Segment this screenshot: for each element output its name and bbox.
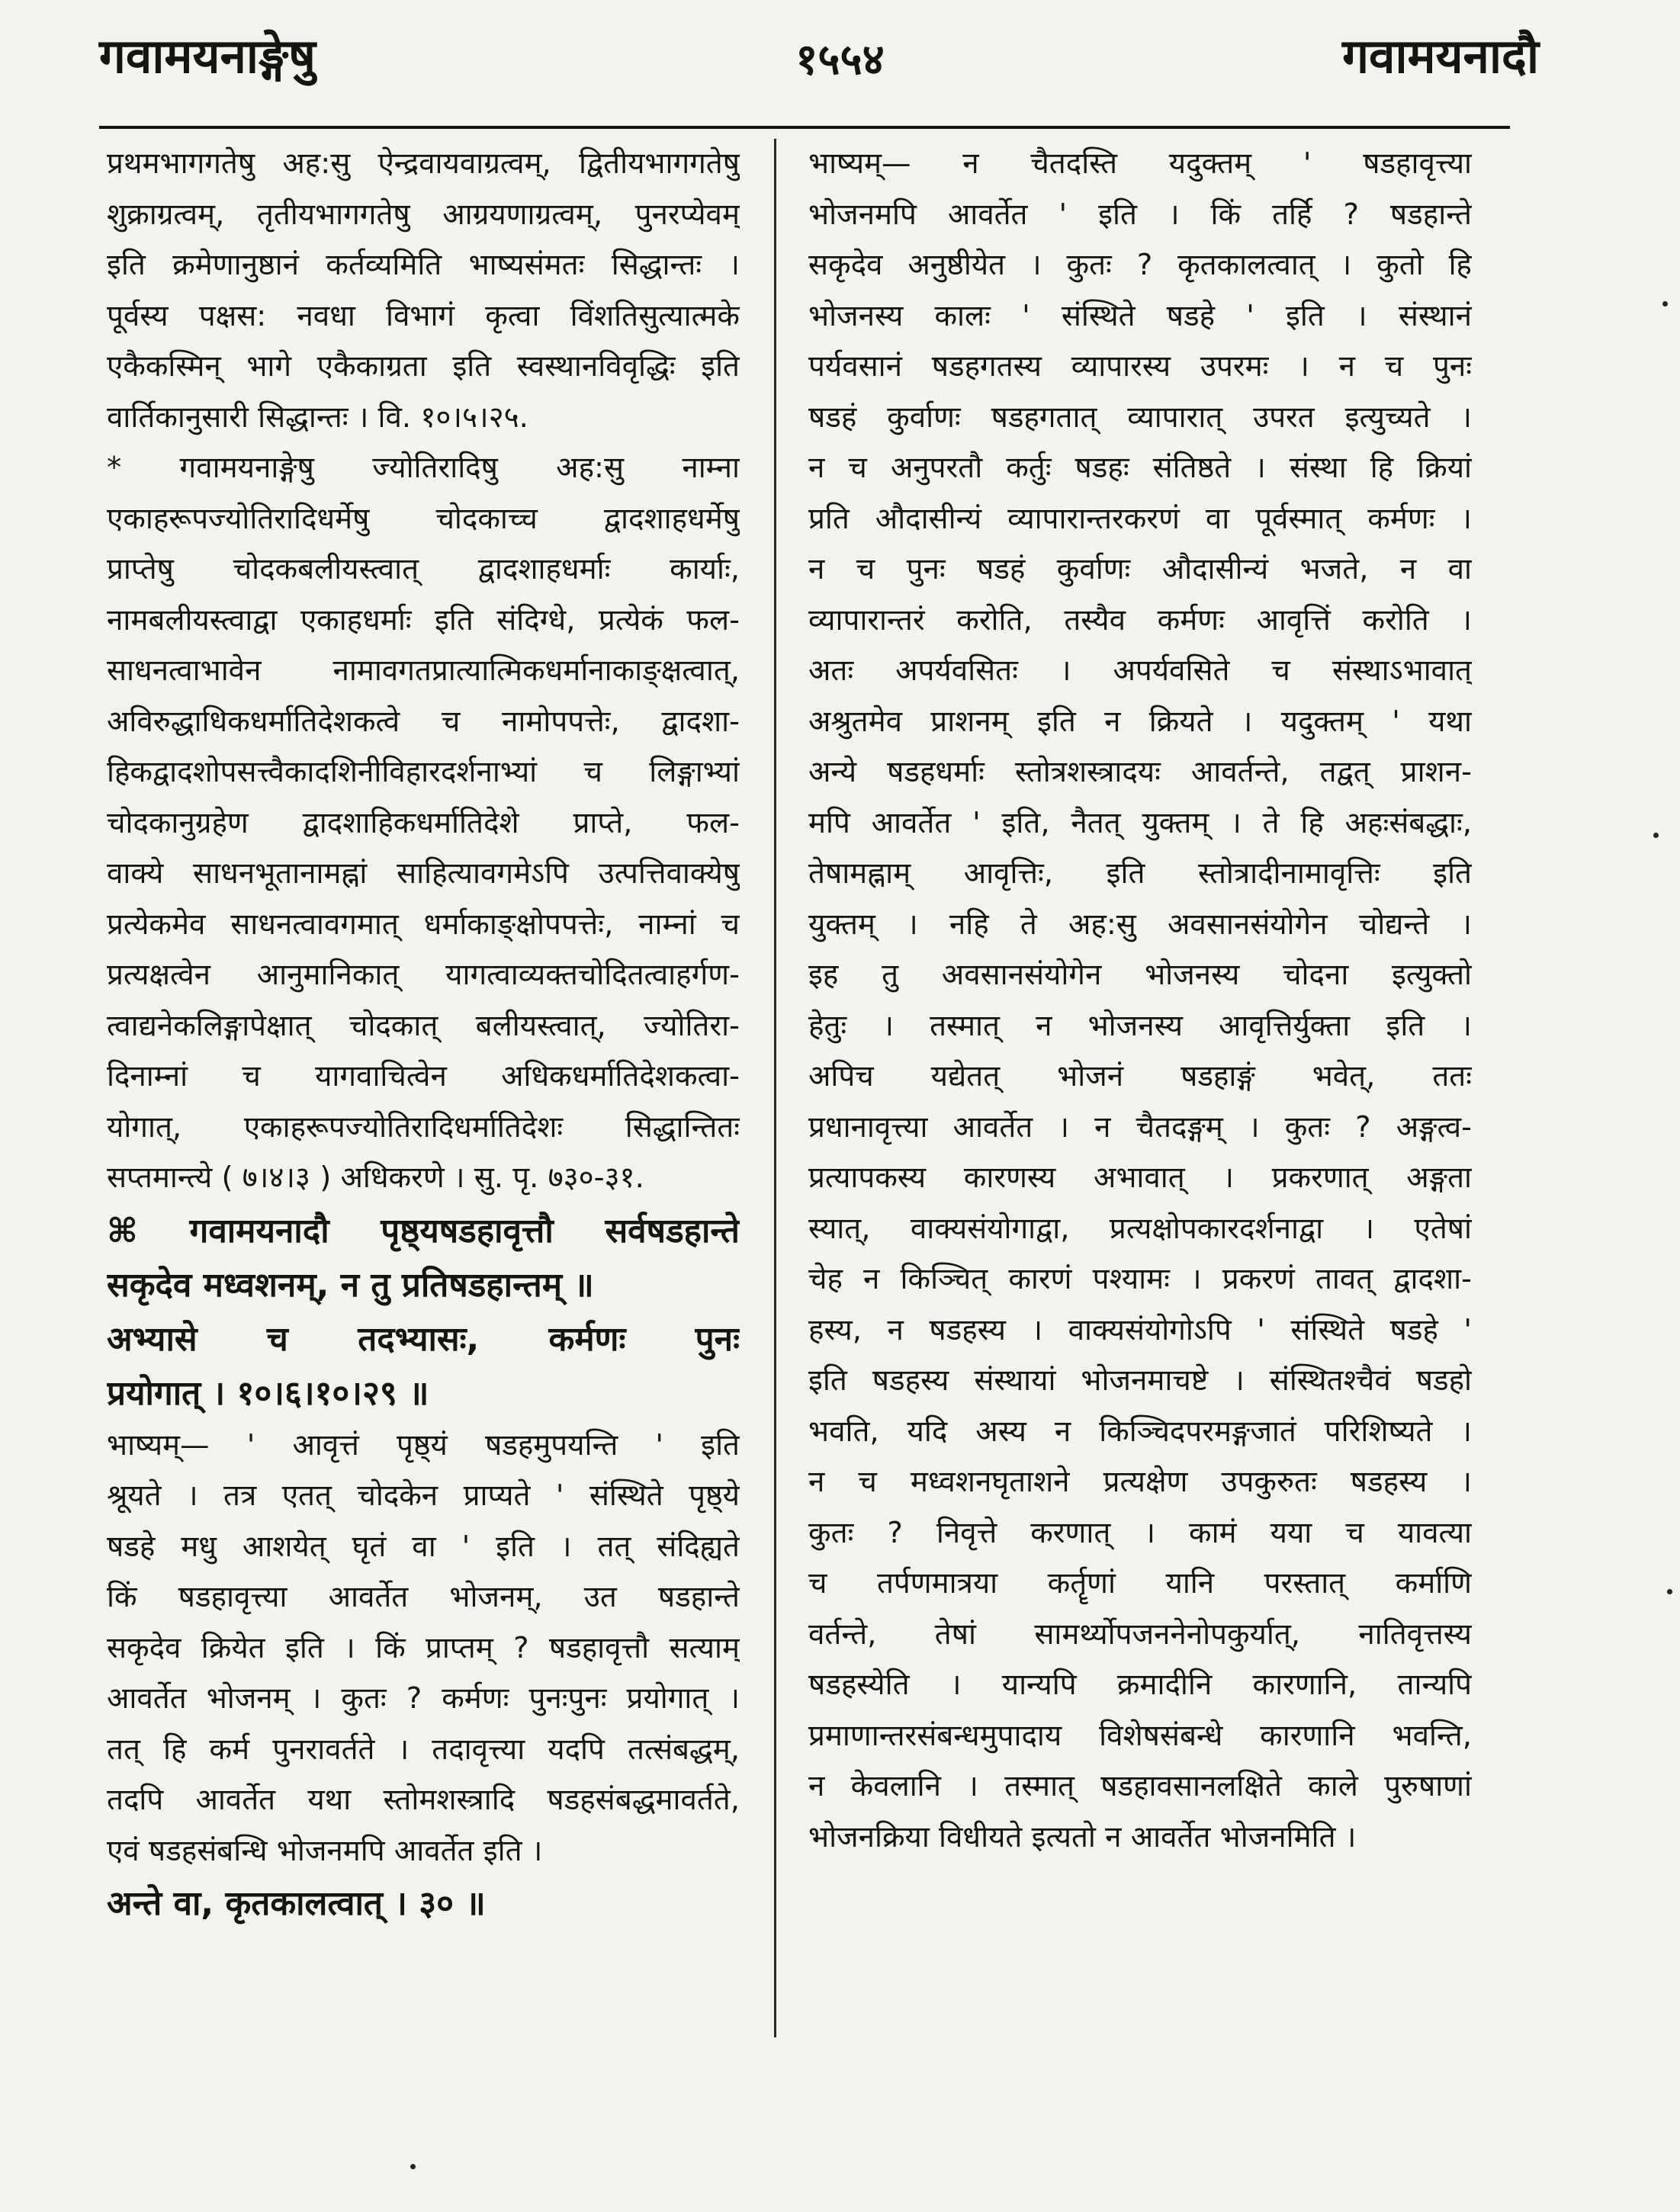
text-line: न च अनुपरतौ कर्तुः षडहः संतिष्ठते । संस्था हि क्रियां <box>808 451 1472 485</box>
right-paragraphs <box>808 139 1472 1863</box>
text-line: मपि आवर्तेत ' इति, नैतत् युक्तम् । ते हि अहःसंबद्धाः, <box>808 805 1472 840</box>
text-line: षडहं कुर्वाणः षडहगतात् व्यापारात् उपरत इत्युच्यते । <box>808 400 1472 435</box>
text-line: न केवलानि । तस्मात् षडहावसानलक्षिते काले पुरुषाणां <box>808 1769 1472 1803</box>
text-line: योगात्, एकाहरूपज्योतिरादिधर्मातिदेशः सिद्धान्तितः <box>107 1109 740 1145</box>
text-line: प्राप्तेषु चोदकबलीयस्त्वात् द्वादशाहधर्माः कार्याः, <box>107 552 740 586</box>
text-line: किं षडहावृत्त्या आवर्तेत भोजनम्, उत षडहान्ते <box>107 1580 740 1614</box>
margin-speck <box>1662 301 1668 307</box>
text-line: वार्तिकानुसारी सिद्धान्तः । वि. १०।५।२५. <box>107 400 528 435</box>
text-line: इति क्रमेणानुष्ठानं कर्तव्यमिति भाष्यसंमतः सिद्धान्तः । <box>107 248 740 282</box>
text-line: च तर्पणमात्रया कर्तॄणां यानि परस्तात् कर्माणि <box>808 1566 1472 1600</box>
text-line: इह तु अवसानसंयोगेन भोजनस्य चोदना इत्युक्तो <box>808 958 1472 992</box>
text-line: एकैकस्मिन् भागे एकैकाग्रता इति स्वस्थानविवृद्धिः इति <box>107 349 740 384</box>
text-line: एकाहरूपज्योतिरादिधर्मेषु चोदकाच्च द्वादशाहधर्मेषु <box>107 501 740 536</box>
text-line: चेह न किञ्चित् कारणं पश्यामः । प्रकरणं तावत् द्वादशा- <box>808 1262 1472 1296</box>
margin-speck <box>410 2164 416 2169</box>
text-line: हिकद्वादशोपसत्त्वैकादशिनीविहारदर्शनाभ्यां च लिङ्गाभ्यां <box>107 755 740 789</box>
text-line: षडहस्येति । यान्यपि क्रमादीनि कारणानि, तान्यपि <box>808 1668 1472 1702</box>
text-line: श्रूयते । तत्र एतत् चोदकेन प्राप्यते ' संस्थिते पृष्ठ्ये <box>107 1478 740 1513</box>
running-header-right: गवामयनादौ <box>1342 28 1539 84</box>
text-line: अतः अपर्यवसितः । अपर्यवसिते च संस्थाऽभावात् <box>808 653 1472 688</box>
sutra-1-line-2: प्रयोगात् । १०।६।१०।२९ ॥ <box>107 1373 429 1413</box>
text-line: न च मध्वशनघृताशने प्रत्यक्षेण उपकुरुतः षडहस्य । <box>808 1465 1472 1499</box>
text-line: वर्तन्ते, तेषां सामर्थ्योपजननेनोपकुर्यात्, नातिवृत्तस्य <box>808 1616 1472 1652</box>
text-line: पूर्वस्य पक्षस: नवधा विभागं कृत्वा विंशतिसुत्यात्मके <box>107 298 740 333</box>
text-line: प्रमाणान्तरसंबन्धमुपादाय विशेषसंबन्धे कारणानि भवन्ति, <box>808 1718 1472 1753</box>
text-line: भोजनमपि आवर्तेत ' इति । किं तर्हि ? षडहान्ते <box>808 197 1472 232</box>
column-divider <box>774 139 776 2037</box>
text-line: तदपि आवर्तेत यथा स्तोमशस्त्रादि षडहसंबद्धमावर्तते, <box>107 1783 740 1817</box>
text-line: प्रत्येकमेव साधनत्वावगमात् धर्माकाङ्क्षोपपत्तेः, नाम्नां च <box>107 907 740 942</box>
text-line: स्यात्, वाक्यसंयोगाद्वा, प्रत्यक्षोपकारदर्शनाद्वा । एतेषां <box>808 1211 1472 1246</box>
left-bhashya <box>107 1421 740 1877</box>
text-line: सप्तमान्त्ये ( ७।४।३ ) अधिकरणे । सु. पृ. ७३०-३१. <box>107 1161 644 1195</box>
text-line: अपिच यद्येतत् भोजनं षडहाङ्गं भवेत्, ततः <box>808 1059 1472 1093</box>
right-column <box>808 139 1472 1863</box>
text-line: कुतः ? निवृत्ते करणात् । कामं यया च यावत्या <box>808 1515 1472 1550</box>
text-line: दिनाम्नां च यागवाचित्वेन अधिकधर्मातिदेशकत्वा- <box>107 1059 740 1093</box>
text-line: चोदकानुग्रहेण द्वादशाहिकधर्मातिदेशे प्राप्ते, फल- <box>107 805 740 840</box>
text-line: नामबलीयस्त्वाद्वा एकाहधर्माः इति संदिग्धे, प्रत्येकं फल- <box>107 602 740 637</box>
header-rule <box>99 126 1510 129</box>
sutra-1-line-1: अभ्यासे च तदभ्यासः, कर्मणः पुनः <box>107 1319 740 1359</box>
text-line: सकृदेव क्रियेत इति । किं प्राप्तम् ? षडहावृत्तौ सत्याम् <box>107 1630 740 1665</box>
text-line: भवति, यदि अस्य न किञ्चिदपरमङ्गजातं परिशिष्यते । <box>808 1414 1472 1449</box>
text-line: शुक्राग्रत्वम्, तृतीयभागगतेषु आग्रयणाग्रत्वम्, पुनरप्येवम् <box>107 197 740 232</box>
running-header-left: गवामयनाङ्गेषु <box>99 28 316 84</box>
text-line: प्रत्यापकस्य कारणस्य अभावात् । प्रकरणात् अङ्गता <box>808 1161 1472 1195</box>
text-line: हस्य, न षडहस्य । वाक्यसंयोगोऽपि ' संस्थिते षडहे ' <box>808 1312 1472 1347</box>
text-line: अश्रुतमेव प्राशनम् इति न क्रियते । यदुक्तम् ' यथा <box>808 704 1472 739</box>
left-paragraphs <box>107 139 740 1204</box>
text-line: वाक्ये साधनभूतानामह्नां साहित्यावगमेऽपि उत्पत्तिवाक्येषु <box>107 856 740 891</box>
text-line: पर्यवसानं षडहगतस्य व्यापारस्य उपरमः । न च पुनः <box>808 349 1472 384</box>
text-line: प्रधानावृत्त्या आवर्तेत । न चैतदङ्गम् । कुतः ? अङ्गत्व- <box>808 1109 1472 1145</box>
sutra-2: अन्ते वा, कृतकालत्वात् । ३० ॥ <box>107 1884 486 1923</box>
text-line: प्रति औदासीन्यं व्यापारान्तरकरणं वा पूर्वस्मात् कर्मणः । <box>808 501 1472 536</box>
text-line: न च पुनः षडहं कुर्वाणः औदासीन्यं भजते, न वा <box>808 552 1472 586</box>
text-line: * गवामयनाङ्गेषु ज्योतिरादिषु अह:सु नाम्ना <box>107 451 740 485</box>
text-line: आवर्तेत भोजनम् । कुतः ? कर्मणः पुनःपुनः प्रयोगात् । <box>107 1681 740 1716</box>
section-mark-icon: ⌘ <box>107 1211 190 1250</box>
text-line: षडहे मधु आशयेत् घृतं वा ' इति । तत् संदिह्यते <box>107 1529 740 1564</box>
text-line: भोजनस्य कालः ' संस्थिते षडहे ' इति । संस्थानं <box>808 298 1472 333</box>
text-line: त्वाद्यनेकलिङ्गापेक्षात् चोदकात् बलीयस्त्वात्, ज्योतिरा- <box>107 1008 740 1043</box>
margin-speck <box>1667 1589 1672 1594</box>
text-line: प्रत्यक्षत्वेन आनुमानिकात् यागत्वाव्यक्तचोदितत्वाहर्गण- <box>107 958 740 992</box>
text-line: भाष्यम्— ' आवृत्तं पृष्ठ्यं षडहमुपयन्ति ' इति <box>107 1427 740 1462</box>
text-line: हेतुः । तस्मात् न भोजनस्य आवृत्तिर्युक्ता इति । <box>808 1008 1472 1043</box>
text-line: अविरुद्धाधिकधर्मातिदेशकत्वे च नामोपपत्तेः, द्वादशा- <box>107 704 740 739</box>
text-line: इति षडहस्य संस्थायां भोजनमाचष्टे । संस्थितश्चैवं षडहो <box>808 1363 1472 1398</box>
text-line: एवं षडहसंबन्धि भोजनमपि आवर्तेत इति । <box>107 1833 543 1868</box>
heading-text-1: गवामयनादौ पृष्ठ्यषडहावृत्तौ सर्वषडहान्ते <box>189 1211 740 1250</box>
text-line: तेषामह्नाम् आवृत्तिः, इति स्तोत्रादीनामावृत्तिः इति <box>808 856 1472 891</box>
text-line: तत् हि कर्म पुनरावर्तते । तदावृत्त्या यदपि तत्संबद्धम्, <box>107 1732 740 1767</box>
text-line: व्यापारान्तरं करोति, तस्यैव कर्मणः आवृत्तिं करोति । <box>808 602 1472 637</box>
text-line: भाष्यम्— न चैतदस्ति यदुक्तम् ' षडहावृत्त्या <box>808 146 1472 181</box>
section-heading-line-2: सकृदेव मध्वशनम्, न तु प्रतिषडहान्तम् ॥ <box>107 1265 594 1305</box>
text-line: साधनत्वाभावेन नामावगतप्रात्यात्मिकधर्मानाकाङ्क्षत्वात्, <box>107 653 740 688</box>
page-number: १५५४ <box>795 35 885 85</box>
text-line: युक्तम् । नहि ते अह:सु अवसानसंयोगेन चोद्यन्ते । <box>808 907 1472 942</box>
text-line: अन्ये षडहधर्माः स्तोत्रशस्त्रादयः आवर्तन्ते, तद्वत् प्राशन- <box>808 755 1472 789</box>
text-line: सकृदेव अनुष्ठीयेत । कुतः ? कृतकालत्वात् । कुतो हि <box>808 248 1472 282</box>
text-line: भोजनक्रिया विधीयते इत्यतो न आवर्तेत भोजनमिति । <box>808 1819 1357 1854</box>
text-line: प्रथमभागगतेषु अह:सु ऐन्द्रवायवाग्रत्वम्, द्वितीयभागगतेषु <box>107 146 740 181</box>
section-heading-line-1 <box>107 1204 740 1258</box>
left-column <box>107 139 740 1931</box>
margin-speck <box>1653 833 1659 838</box>
